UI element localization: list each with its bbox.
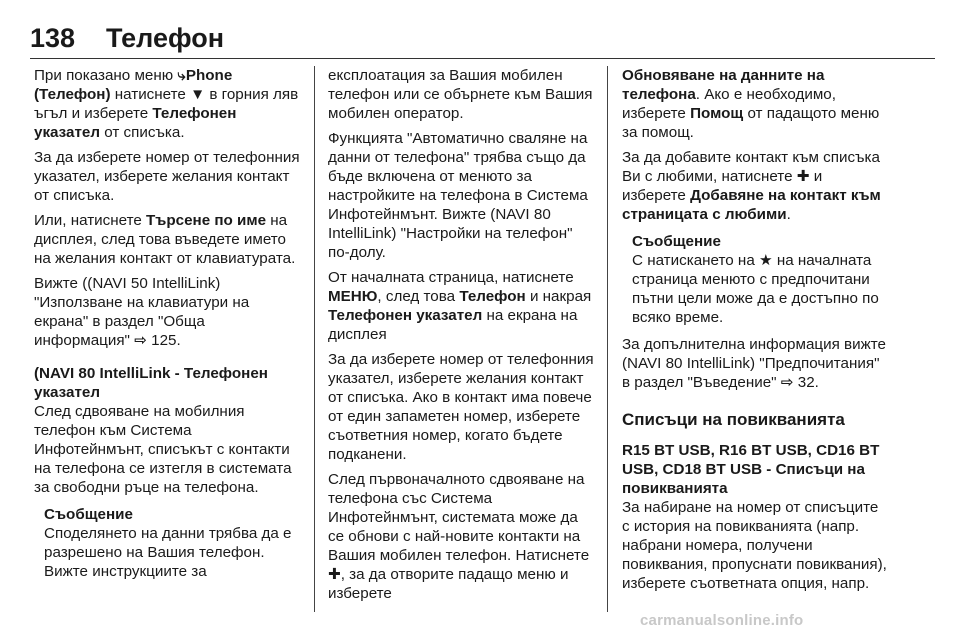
triangle-down-icon: ▼ [190,86,206,103]
paragraph: Вижте ((NAVI 50 IntelliLink) "Използване на клавиатури на екрана" в раздел "Обща информация" ⇨ 125. [34,275,250,349]
note-title: Съобщение [44,506,133,523]
paragraph: За да изберете номер от телефонния указател, изберете желания контакт от списъка. Ако в контакт има повече от един запаметен номер, изберете съответния номер, когато бъдете подканени. [328,351,594,463]
watermark: carmanualsonline.info [640,612,804,629]
page-reference-icon: ⇨ [134,332,147,349]
phone-icon: ⤷ [177,67,186,84]
column-middle [328,66,594,609]
note-box [632,232,888,327]
section-heading: Списъци на повикванията [622,410,845,429]
column-divider [314,66,315,612]
paragraph: При показано меню ⤷Phone (Телефон) натиснете ▼ в горния ляв ъгъл и изберете Телефонен указател от списъка. [34,67,299,141]
page-header [30,10,935,59]
paragraph: За да изберете номер от телефонния указател, изберете желания контакт от списъка. [34,149,300,204]
plus-icon: ✚ [328,566,341,583]
subheading: R15 BT USB, R16 BT USB, CD16 BT USB, CD18 BT USB - Списъци на повикванията [622,442,880,497]
note-box [44,505,300,581]
paragraph: След първоначалното сдвояване на телефона със Система Инфотейнмънт, системата може да се обнови с най-новите контакти на Вашия мобилен телефон. Натиснете ✚, за да отворите падащо меню и изберете [328,471,590,602]
paragraph: От началната страница, натиснете МЕНЮ, след това Телефон и накрая Телефонен указател на екрана на дисплея [328,269,592,343]
plus-icon: ✚ [796,168,810,185]
paragraph: Или, натиснете Търсене по име на дисплея, след това въведете името на желания контакт от клавиатурата. [34,212,296,267]
paragraph: експлоатация за Вашия мобилен телефон или се обърнете към Вашия мобилен оператор. [328,67,593,122]
chapter-title: Телефон [106,23,225,53]
paragraph: Функцията "Автоматично сваляне на данни от телефона" трябва също да бъде включена от менюто за настройките на телефона в Система Инфотейнмънт. Вижте (NAVI 80 IntelliLink) "Настройки на телефон" по-долу. [328,130,588,261]
page-reference-icon: ⇨ [780,374,794,391]
paragraph: След сдвояване на мобилния телефон към Система Инфотейнмънт, списъкът с контакти на телефона се изтегля в системата за свободни ръце на телефона. [34,403,292,496]
paragraph: Обновяване на данните на телефона. Ако е необходимо, изберете Помощ от падащото меню за помощ. [622,67,880,141]
note-text: Споделянето на данни трябва да е разрешено на Вашия телефон. Вижте инструкциите за [44,525,292,580]
paragraph: За да добавите контакт към списъка Ви с любими, натиснете ✚ и изберете Добавяне на контакт към страницата с любими. [622,149,881,223]
paragraph: За допълнителна информация вижте (NAVI 80 IntelliLink) "Предпочитания" в раздел "Въведение" ⇨ 32. [622,336,886,391]
column-divider [607,66,608,612]
subheading: (NAVI 80 IntelliLink - Телефонен указател [34,365,268,401]
column-right [622,66,888,599]
paragraph: За набиране на номер от списъците с история на повикванията (напр. набрани номера, получени повиквания, пропуснати повиквания), изберете съответната опция, напр. [622,499,887,592]
page-number: 138 [30,23,76,53]
note-title: Съобщение [632,233,721,250]
column-left [34,66,300,589]
star-icon: ★ [758,252,773,269]
note-text: С натискането на ★ на началната страница менюто с предпочитани пътни цели може да е достъпно по всяко време. [632,252,879,326]
